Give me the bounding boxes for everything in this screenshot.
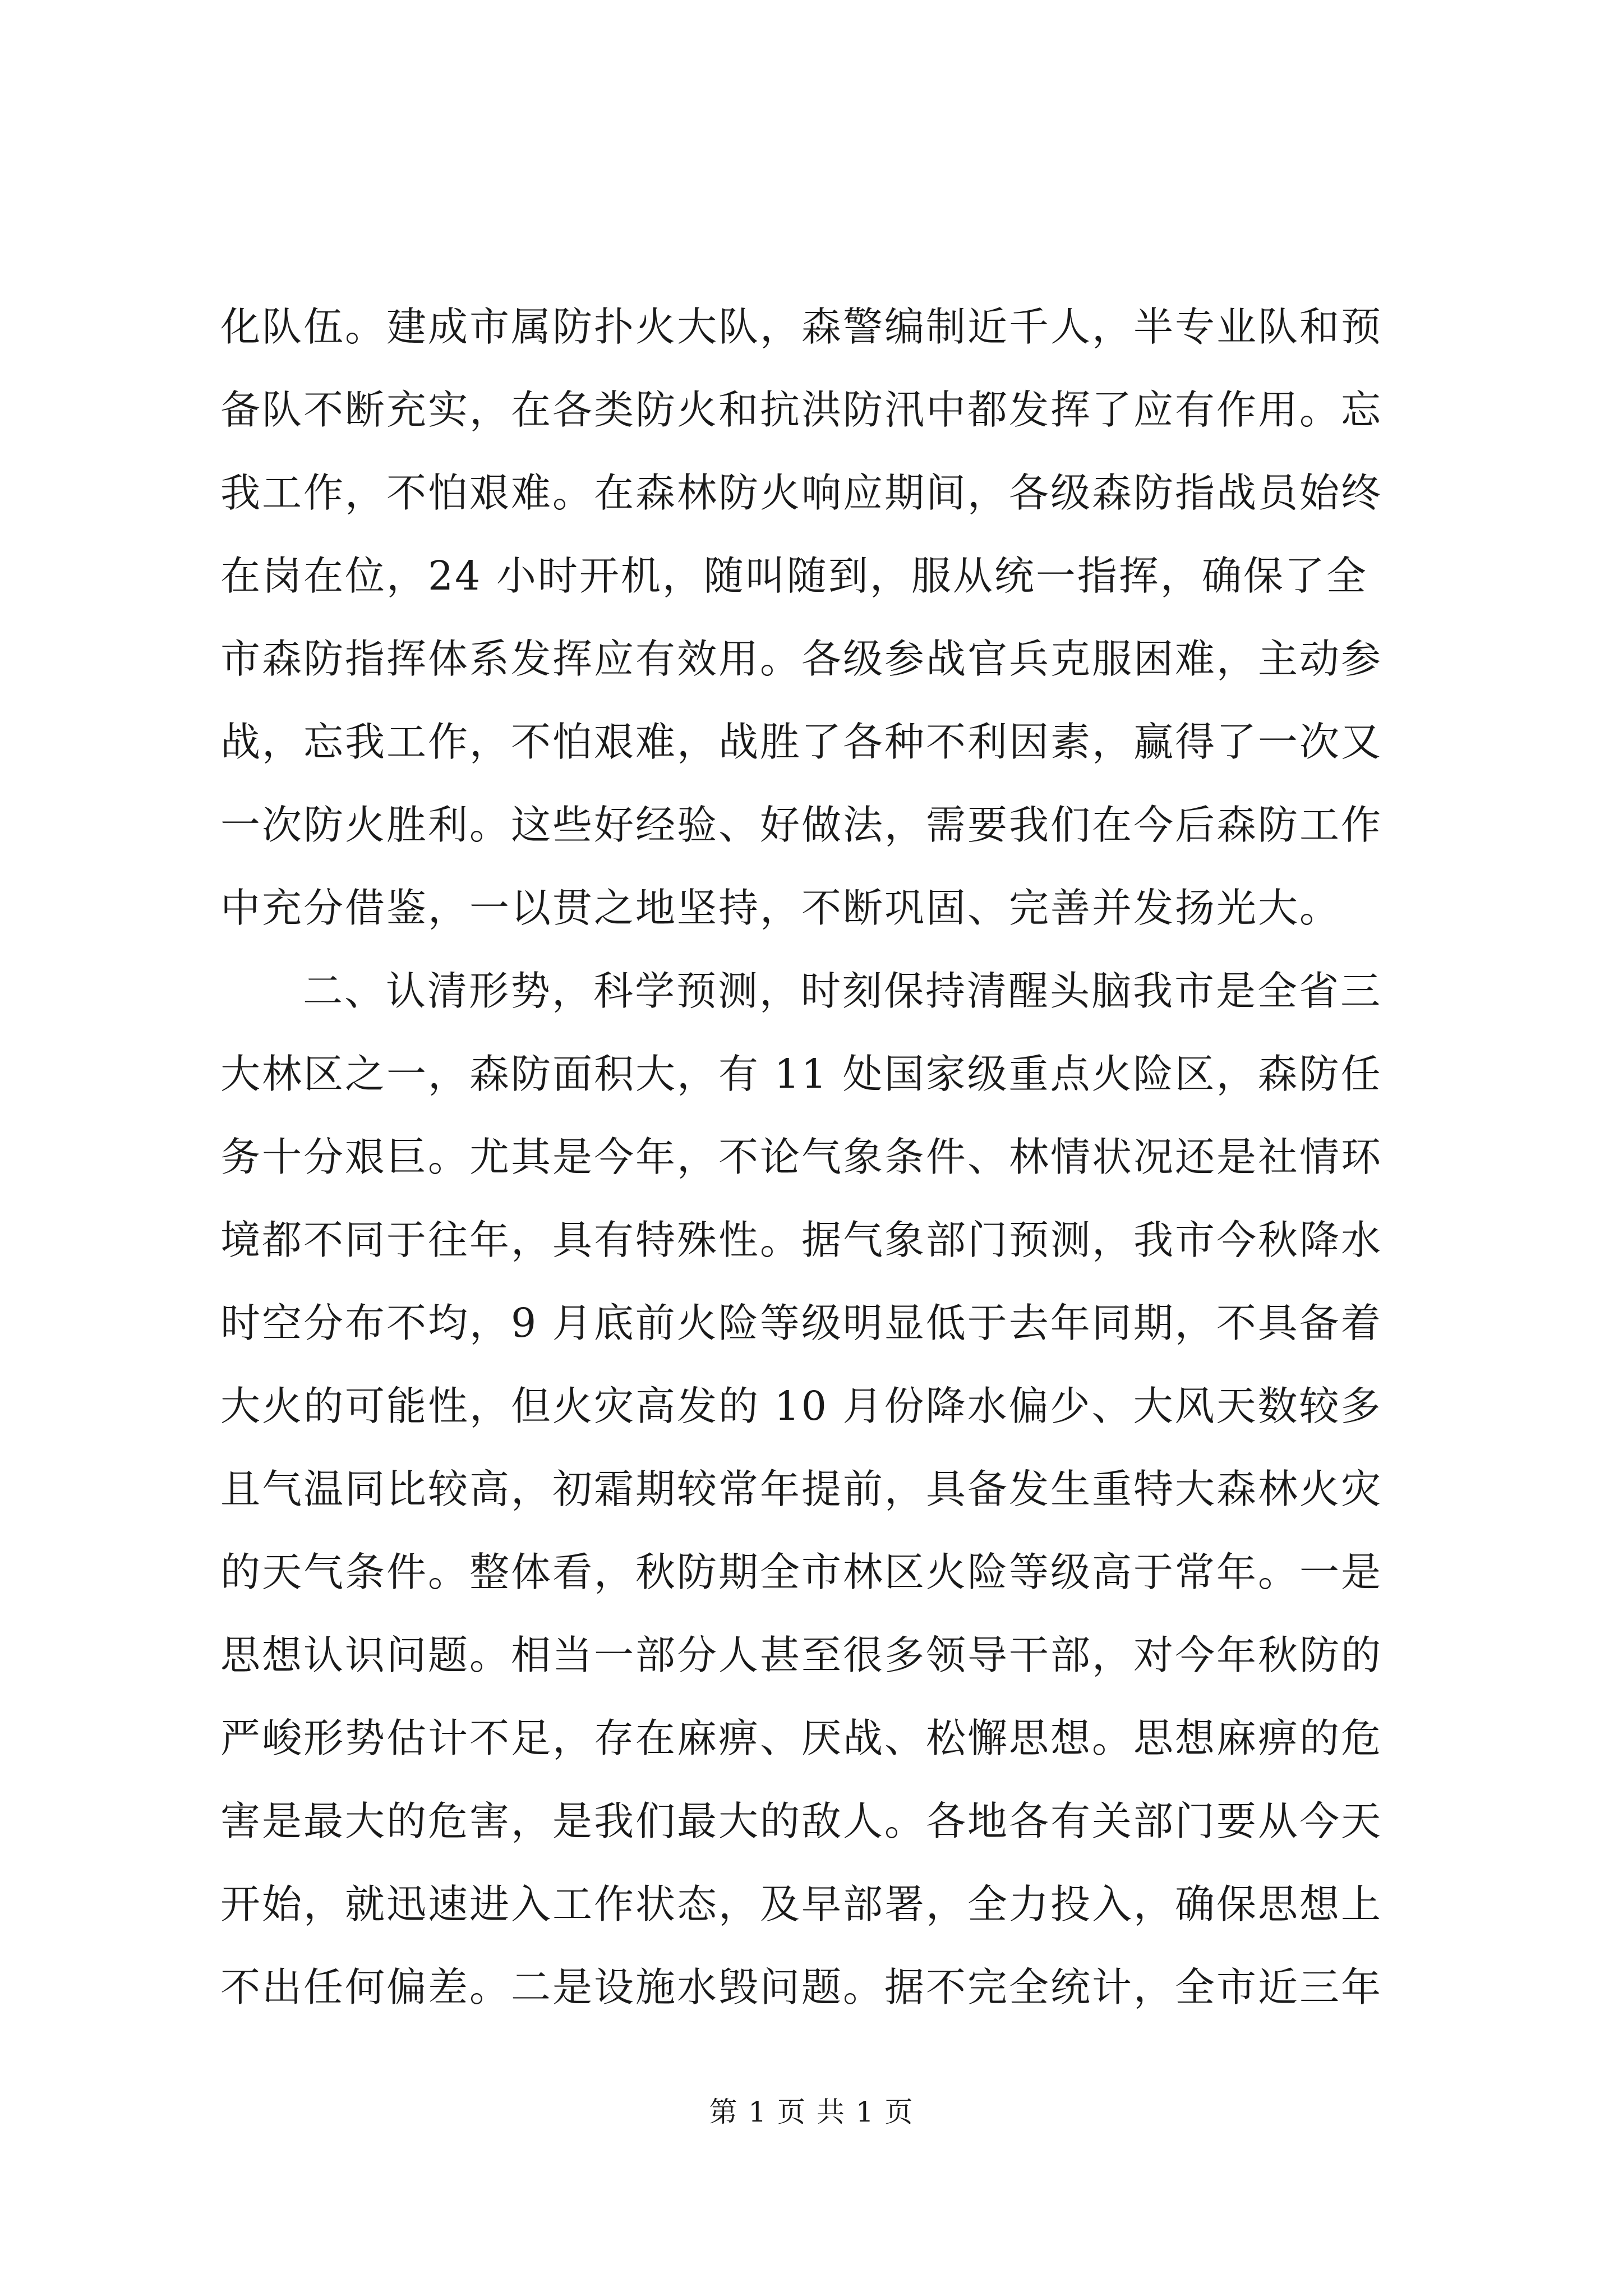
text-line: 开始，就迅速进入工作状态，及早部署，全力投入，确保思想上 xyxy=(220,1881,1383,1927)
text-line: 时空分布不均，9 月底前火险等级明显低于去年同期，不具备着 xyxy=(220,1300,1382,1346)
text-line: 市森防指挥体系发挥应有效用。各级参战官兵克服困难，主动参 xyxy=(220,636,1383,682)
text-line: 思想认识问题。相当一部分人甚至很多领导干部，对今年秋防的 xyxy=(220,1632,1383,1678)
text-line: 不出任何偏差。二是设施水毁问题。据不完全统计，全市近三年 xyxy=(220,1964,1383,2010)
text-line: 大火的可能性，但火灾高发的 10 月份降水偏少、大风天数较多 xyxy=(220,1383,1382,1429)
paragraph-first-line: 二、认清形势，科学预测，时刻保持清醒头脑我市是全省三 xyxy=(303,968,1382,1014)
text-line: 务十分艰巨。尤其是今年，不论气象条件、林情状况还是社情环 xyxy=(220,1134,1383,1180)
text-line: 一次防火胜利。这些好经验、好做法，需要我们在今后森防工作 xyxy=(220,802,1383,848)
page-number-footer: 第 1 页 共 1 页 xyxy=(709,2096,914,2128)
text-line: 我工作，不怕艰难。在森林防火响应期间，各级森防指战员始终 xyxy=(220,470,1383,516)
text-line: 境都不同于往年，具有特殊性。据气象部门预测，我市今秋降水 xyxy=(220,1217,1383,1263)
text-line: 且气温同比较高，初霜期较常年提前，具备发生重特大森林火灾 xyxy=(220,1466,1383,1512)
text-line: 大林区之一，森防面积大，有 11 处国家级重点火险区，森防任 xyxy=(220,1051,1382,1097)
text-line: 备队不断充实，在各类防火和抗洪防汛中都发挥了应有作用。忘 xyxy=(220,386,1383,433)
text-line: 战，忘我工作，不怕艰难，战胜了各种不利因素，赢得了一次又 xyxy=(220,719,1383,765)
text-line: 中充分借鉴，一以贯之地坚持，不断巩固、完善并发扬光大。 xyxy=(220,885,1341,931)
text-line: 严峻形势估计不足，存在麻痹、厌战、松懈思想。思想麻痹的危 xyxy=(220,1715,1383,1761)
text-line: 在岗在位，24 小时开机，随叫随到，服从统一指挥，确保了全 xyxy=(220,553,1368,599)
text-line: 害是最大的危害，是我们最大的敌人。各地各有关部门要从今天 xyxy=(220,1798,1383,1844)
text-line: 的天气条件。整体看，秋防期全市林区火险等级高于常年。一是 xyxy=(220,1549,1383,1595)
text-line: 化队伍。建成市属防扑火大队，森警编制近千人，半专业队和预 xyxy=(220,303,1383,350)
